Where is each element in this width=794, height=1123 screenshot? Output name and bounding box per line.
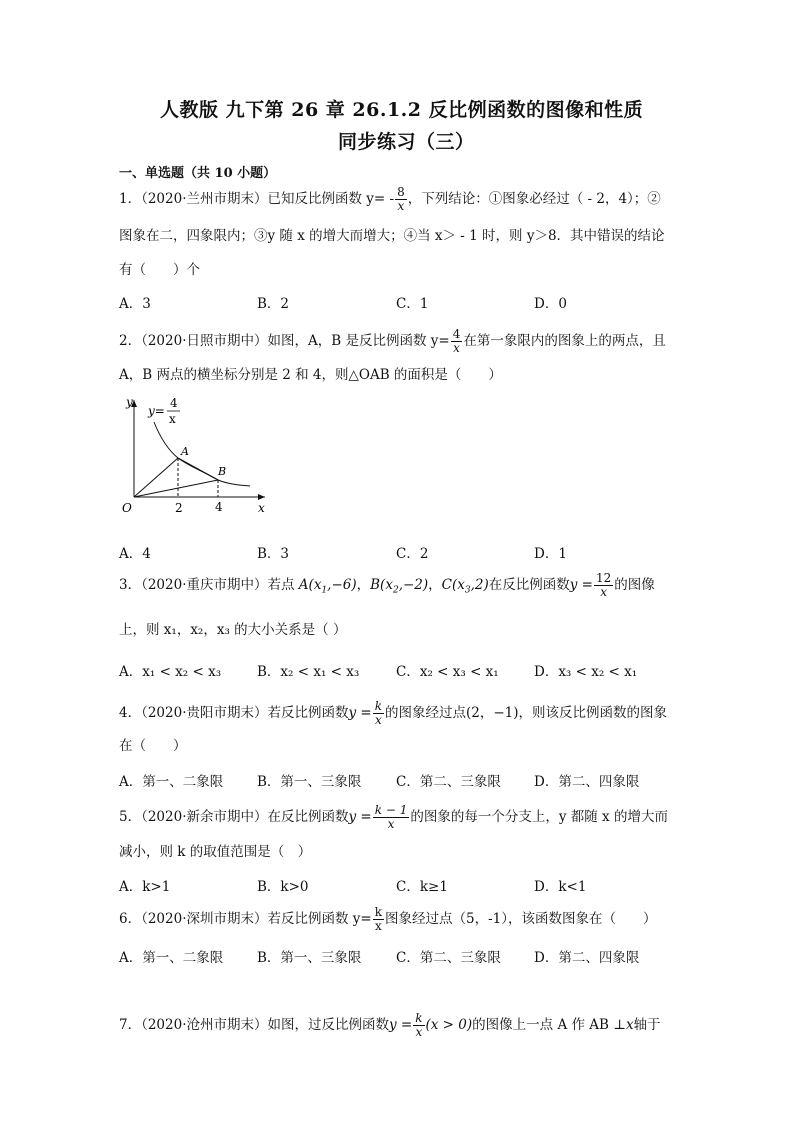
q2-option-b: B．3 xyxy=(257,546,290,562)
point-b: $B(x_2,-2)$ xyxy=(370,577,429,596)
segment-ab xyxy=(178,458,218,480)
q6-option-a: A．第一、二象限 xyxy=(119,950,224,966)
q6-option-d: D．第二、四象限 xyxy=(534,950,640,966)
page-title-line1: 人教版 九下第 26 章 26.1.2 反比例函数的图像和性质 xyxy=(160,99,644,121)
q5-option-d: D．k<1 xyxy=(534,879,587,895)
hyperbola-curve xyxy=(154,422,250,486)
page-title-line2: 同步练习（三） xyxy=(338,131,475,153)
question-6-line1: 6．（2020·深圳市期末）若反比例函数 y= $\frac{k}{x}$ 图象经过点（5，-1），该函数图象在（ ） xyxy=(119,905,657,933)
section-heading: 一、单选题（共 10 小题） xyxy=(119,166,277,181)
q3-option-a: A．x₁ < x₂ < x₃ xyxy=(119,664,222,680)
question-1-line2: 图象在二，四象限内；③y 随 x 的增大而增大；④当 x＞ - 1 时，则 y＞8．其中错误的结论 xyxy=(119,228,665,244)
tick-4: 4 xyxy=(215,500,223,514)
q1-option-d: D．0 xyxy=(534,296,567,312)
fraction: $\frac{k - 1}{x}$ xyxy=(374,803,408,831)
question-3-line1: 3．（2020·重庆市期中）若点 $A(x_1,-6)$，$B(x_2,-2)$，$C(x_3,2)$在反比例函数y = $\frac{12}{x}$ 的图像 xyxy=(119,571,655,599)
question-4-line1: 4．（2020·贵阳市期末）若反比例函数y = $\frac{k}{x}$ 的图象经过点(2，−1)，则该反比例函数的图象 xyxy=(119,699,668,727)
label-b: B xyxy=(218,465,227,478)
q3-option-d: D．x₃ < x₂ < x₁ xyxy=(534,664,638,680)
fraction: $\frac{k}{x}$ xyxy=(374,699,383,727)
q3-option-b: B．x₂ < x₁ < x₃ xyxy=(257,664,360,680)
point-c: $C(x_3,2)$ xyxy=(441,577,489,596)
equation-den: x xyxy=(169,412,176,426)
q2-option-c: C．2 xyxy=(396,546,429,562)
q5-option-a: A．k>1 xyxy=(119,879,171,895)
q5-option-c: C．k≥1 xyxy=(396,879,448,895)
q5-option-b: B．k>0 xyxy=(257,879,309,895)
equation-left: y= xyxy=(148,404,165,418)
question-2-line2: A，B 两点的横坐标分别是 2 和 4，则△OAB 的面积是（ ） xyxy=(119,367,502,383)
label-x: x xyxy=(258,501,265,515)
q2-option-a: A．4 xyxy=(119,546,151,562)
q4-option-d: D．第二、四象限 xyxy=(534,774,640,790)
q6-option-b: B．第一、三象限 xyxy=(257,950,362,966)
q2-option-d: D．1 xyxy=(534,546,567,562)
q1-option-b: B．2 xyxy=(257,296,290,312)
q1-option-a: A．3 xyxy=(119,296,151,312)
segment-ob xyxy=(134,480,218,497)
label-y: y xyxy=(126,395,133,409)
fraction: $\frac{k}{x}$ xyxy=(415,1011,423,1039)
label-o: O xyxy=(122,501,132,515)
question-5-line2: 减小，则 k 的取值范围是（ ） xyxy=(119,844,312,860)
q4-option-b: B．第一、三象限 xyxy=(257,774,362,790)
fraction: $\frac{k}{x}$ xyxy=(374,905,382,933)
segment-oa xyxy=(134,458,178,497)
question-7-line1: 7．（2020·沧州市期末）如图，过反比例函数y = $\frac{k}{x}$ (x > 0)的图像上一点 A 作 AB ⊥x轴于 xyxy=(119,1011,661,1039)
point-a: $A(x_1,-6)$ xyxy=(298,577,357,596)
question-2-line1: 2．（2020·日照市期中）如图，A，B 是反比例函数 y= $\frac{4}{x}$ 在第一象限内的图象上的两点，且 xyxy=(119,327,666,355)
q3-option-c: C．x₂ < x₃ < x₁ xyxy=(396,664,499,680)
x-axis-arrow xyxy=(258,494,265,500)
q2-graph xyxy=(110,392,275,524)
q4-option-c: C．第二、三象限 xyxy=(396,774,501,790)
q6-option-c: C．第二、三象限 xyxy=(396,950,501,966)
equation-num: 4 xyxy=(170,396,178,410)
fraction: $\frac{12}{x}$ xyxy=(596,571,612,599)
fraction: $\frac{4}{x}$ xyxy=(452,327,461,355)
question-4-line2: 在（ ） xyxy=(119,738,187,754)
q1-option-c: C．1 xyxy=(396,296,429,312)
question-3-line2: 上，则 x₁，x₂，x₃ 的大小关系是（ ） xyxy=(119,622,347,638)
tick-2: 2 xyxy=(175,501,183,515)
question-1-line3: 有（ ）个 xyxy=(119,262,200,278)
question-1-line1: 1．（2020·兰州市期末）已知反比例函数 y= - $\frac{8}{x}$ ，下列结论：①图象必经过（ - 2，4）；② xyxy=(119,185,661,213)
label-a: A xyxy=(181,445,189,458)
q4-option-a: A．第一、二象限 xyxy=(119,774,224,790)
fraction: $\frac{8}{x}$ xyxy=(397,185,405,213)
question-5-line1: 5．（2020·新余市期中）在反比例函数y = $\frac{k - 1}{x}$ 的图象的每一个分支上，y 都随 x 的增大而 xyxy=(119,803,668,831)
